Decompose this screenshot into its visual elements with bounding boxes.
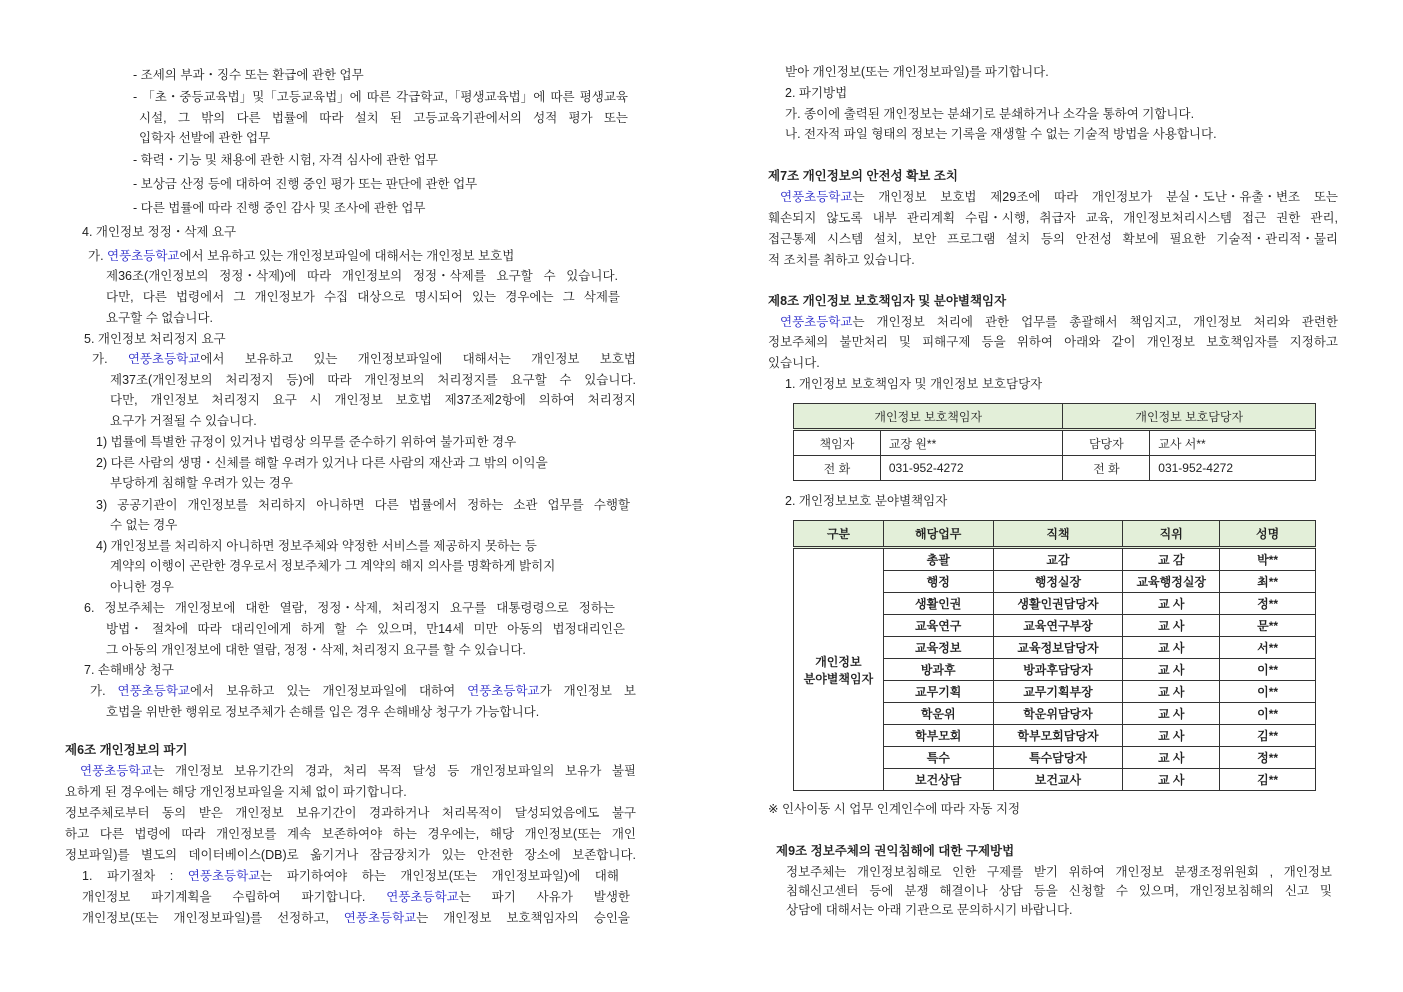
text-line	[106, 703, 539, 721]
text-segment: 1) 법률에 특별한 규정이 있거나 법령상 의무를 준수하기 위하여 불가피한 경우	[96, 435, 517, 449]
cell: 031-952-4272	[1150, 456, 1316, 481]
text-segment: 3) 공공기관이 개인정보를 처리하지 아니하면 다른 법률에서 정하는 소관 업무를 수행할	[96, 498, 630, 512]
field-officer-table	[793, 520, 1316, 791]
text-line	[110, 474, 293, 492]
text-segment: 제7조 개인정보의 안전성 확보 조치	[768, 169, 958, 183]
text-segment: 는 파기 사유가 발생한	[458, 890, 630, 904]
text-segment: 다만, 개인정보 처리정지 요구 시 개인정보 보호법 제37조제2항에 의하여 처리정지	[110, 393, 636, 407]
column-header: 직책	[993, 521, 1123, 548]
privacy-officer-table	[793, 403, 1316, 481]
text-line	[106, 620, 625, 638]
school-name: 연풍초등학교	[467, 684, 540, 698]
text-segment: 2) 다른 사람의 생명・신체를 해할 우려가 있거나 다른 사람의 재산과 그 밖의 이익을	[96, 456, 548, 470]
text-segment: 하고 다른 법령에 따라 개인정보를 계속 보존하여야 하는 경우에는, 해당 개인정보(또는 개인	[65, 827, 636, 841]
text-line	[80, 762, 636, 780]
text-segment: 제37조(개인정보의 처리정지 등)에 따라 개인정보의 처리정지를 요구할 수 있습니다.	[110, 373, 636, 387]
text-segment: 받아 개인정보(또는 개인정보파일)를 파기합니다.	[785, 65, 1049, 79]
text-segment: 그 아동의 개인정보에 대한 열람, 정정・삭제, 처리정지 요구를 할 수 있습니다.	[106, 643, 526, 657]
text-segment: 1. 개인정보 보호책임자 및 개인정보 보호담당자	[785, 377, 1043, 391]
cell: 이**	[1220, 659, 1316, 681]
column-header: 구분	[794, 521, 884, 548]
text-line	[139, 129, 270, 147]
cell: 교육정보담당자	[993, 637, 1123, 659]
text-segment: 수 없는 경우	[110, 518, 178, 532]
section-heading	[768, 167, 958, 185]
cell: 학부모회담당자	[993, 725, 1123, 747]
text-segment: 개인정보(또는 개인정보파일)를 선정하고,	[82, 911, 344, 925]
cell: 교무기획부장	[993, 681, 1123, 703]
text-line	[133, 66, 364, 84]
table-row	[794, 456, 1316, 481]
text-line	[785, 84, 847, 102]
cell: 정**	[1220, 593, 1316, 615]
text-line	[785, 375, 1042, 393]
cell: 총괄	[883, 548, 993, 571]
school-name: 연풍초등학교	[117, 684, 190, 698]
text-segment: 2. 파기방법	[785, 86, 848, 100]
cell: 교 사	[1123, 615, 1220, 637]
text-line	[785, 63, 1049, 81]
cell: 행정실장	[993, 571, 1123, 593]
section-heading	[65, 741, 188, 759]
text-line	[110, 578, 174, 596]
text-segment: 훼손되지 않도록 내부 관리계획 수립・시행, 취급자 교육, 개인정보처리시스템 접근 권한 관리,	[768, 211, 1338, 225]
cell: 서**	[1220, 637, 1316, 659]
cell: 교 사	[1123, 593, 1220, 615]
text-line	[768, 251, 915, 269]
cell: 교 사	[1123, 747, 1220, 769]
text-line	[88, 247, 514, 265]
text-segment: 는 파기하여야 하는 개인정보(또는 개인정보파일)에 대해	[260, 869, 619, 883]
cell: 교사 서**	[1150, 430, 1316, 456]
cell: 방과후	[883, 659, 993, 681]
text-line	[84, 661, 174, 679]
cell: 교 사	[1123, 725, 1220, 747]
text-line	[768, 354, 820, 372]
cell: 교육정보	[883, 637, 993, 659]
text-segment: 제9조 정보주체의 권익침해에 대한 구제방법	[776, 844, 1015, 858]
text-line	[110, 557, 555, 575]
cell: 교 사	[1123, 703, 1220, 725]
cell: 학운위담당자	[993, 703, 1123, 725]
text-segment: ※ 인사이동 시 업무 인계인수에 따라 자동 지정	[768, 802, 1021, 816]
text-segment: 있습니다.	[768, 356, 820, 370]
cell: 교 사	[1123, 637, 1220, 659]
text-segment: 적 조치를 취하고 있습니다.	[768, 253, 915, 267]
school-name: 연풍초등학교	[386, 890, 459, 904]
text-line	[133, 199, 425, 217]
text-segment: 정보주체는 개인정보침해로 인한 구제를 받기 위하여 개인정보 분쟁조정위원회 , 개인정보	[786, 865, 1332, 879]
cell: 생활인권	[883, 593, 993, 615]
cell: 교육행정실장	[1123, 571, 1220, 593]
text-line	[768, 230, 1338, 248]
cell: 전 화	[1063, 456, 1150, 481]
group-label	[794, 548, 884, 791]
text-segment: 입학자 선발에 관한 업무	[139, 131, 271, 145]
cell: 교육연구	[883, 615, 993, 637]
text-segment: 제6조 개인정보의 파기	[65, 743, 188, 757]
cell: 교 사	[1123, 681, 1220, 703]
cell: 김**	[1220, 725, 1316, 747]
text-line	[106, 309, 213, 327]
text-line	[96, 454, 548, 472]
text-line	[82, 867, 619, 885]
text-segment: 는 개인정보 처리에 관한 업무를 총괄해서 책임지고, 개인정보 처리와 관련한	[852, 315, 1338, 329]
text-line	[139, 109, 628, 127]
text-line	[82, 223, 236, 241]
text-segment: - 학력・기능 및 채용에 관한 시험, 자격 심사에 관한 업무	[133, 153, 438, 167]
cell: 김**	[1220, 769, 1316, 791]
text-line	[133, 175, 477, 193]
text-line	[110, 371, 636, 389]
text-segment: 부당하게 침해할 우려가 있는 경우	[110, 476, 293, 490]
cell: 특수	[883, 747, 993, 769]
cell: 생활인권담당자	[993, 593, 1123, 615]
text-segment: 1. 파기절차 :	[82, 869, 188, 883]
text-segment: 침해신고센터 등에 분쟁 해결이나 상담 등을 신청할 수 있으며, 개인정보침해의 신고 및	[786, 884, 1332, 898]
text-line	[65, 825, 636, 843]
group-label-line: 분야별책임자	[803, 671, 874, 686]
text-line	[786, 882, 1332, 900]
text-segment: 호법을 위반한 행위로 정보주체가 손해를 입은 경우 손해배상 청구가 가능합니다.	[106, 705, 540, 719]
text-segment: 가.	[90, 684, 118, 698]
text-segment: 접근통제 시스템 설치, 보안 프로그램 설치 등의 안전성 확보에 필요한 기술적・관리적・물리	[768, 232, 1338, 246]
text-line	[90, 682, 636, 700]
text-line	[786, 863, 1332, 881]
text-segment: 상담에 대해서는 아래 기관으로 문의하시기 바랍니다.	[786, 903, 1073, 917]
text-line	[133, 88, 628, 106]
text-segment: 요구할 수 없습니다.	[106, 311, 214, 325]
text-line	[785, 125, 1217, 143]
text-segment: 에서 보유하고 있는 개인정보파일에 대해서는 개인정보 보호법	[179, 249, 515, 263]
table-row	[794, 430, 1316, 456]
text-segment: 는 개인정보 보호책임자의 승인을	[416, 911, 630, 925]
text-segment: 가. 종이에 출력된 개인정보는 분쇄기로 분쇄하거나 소각을 통하여 기합니다.	[785, 107, 1195, 121]
text-line	[65, 804, 636, 822]
school-name: 연풍초등학교	[127, 352, 201, 366]
text-segment: 요구가 거절될 수 있습니다.	[110, 414, 257, 428]
cell: 문**	[1220, 615, 1316, 637]
table-row	[794, 548, 1316, 571]
text-segment: 정보주체의 불만처리 및 피해구제 등을 위하여 아래와 같이 개인정보 보호책임자를 지정하고	[768, 335, 1338, 349]
cell: 이**	[1220, 703, 1316, 725]
cell: 교무기획	[883, 681, 993, 703]
text-segment: - 보상금 산정 등에 대하여 진행 중인 평가 또는 판단에 관한 업무	[133, 177, 478, 191]
text-segment: 가 개인정보 보	[539, 684, 636, 698]
cell: 학운위	[883, 703, 993, 725]
cell: 정**	[1220, 747, 1316, 769]
text-segment: 는 개인정보 보유기간의 경과, 처리 목적 달성 등 개인정보파일의 보유가 불필	[152, 764, 636, 778]
group-label-line: 개인정보	[815, 654, 862, 669]
text-segment: 에서 보유하고 있는 개인정보파일에 대해서는 개인정보 보호법	[200, 352, 636, 366]
text-segment: 시설, 그 밖의 다른 법률에 따라 설치 된 고등교육기관에서의 성적 평가 또는	[139, 111, 628, 125]
school-name: 연풍초등학교	[80, 764, 153, 778]
school-name: 연풍초등학교	[107, 249, 180, 263]
text-segment: 가.	[92, 352, 128, 366]
text-line	[106, 641, 526, 659]
text-segment: 제36조(개인정보의 정정・삭제)에 따라 개인정보의 정정・삭제를 요구할 수 있습니다.	[106, 269, 618, 283]
text-segment: 개인정보 파기계획을 수립하여 파기합니다.	[82, 890, 387, 904]
school-name: 연풍초등학교	[343, 911, 417, 925]
text-segment: 4) 개인정보를 처리하지 아니하면 정보주체와 약정한 서비스를 제공하지 못하는 등	[96, 539, 537, 553]
cell: 교 감	[1123, 548, 1220, 571]
header-manager: 개인정보 보호담당자	[1063, 404, 1316, 430]
text-segment: 요하게 된 경우에는 해당 개인정보파일을 지체 없이 파기합니다.	[65, 785, 407, 799]
text-line	[82, 909, 630, 927]
text-line	[96, 537, 537, 555]
text-line	[110, 516, 177, 534]
cell: 특수담당자	[993, 747, 1123, 769]
cell: 행정	[883, 571, 993, 593]
text-line	[92, 350, 636, 368]
text-segment: 다만, 다른 법령에서 그 개인정보가 수집 대상으로 명시되어 있는 경우에는 그 삭제를	[106, 290, 620, 304]
text-segment: 5. 개인정보 처리정지 요구	[84, 332, 226, 346]
text-line	[106, 288, 620, 306]
text-segment: 에서 보유하고 있는 개인정보파일에 대하여	[189, 684, 468, 698]
text-line	[786, 901, 1073, 919]
cell: 책임자	[794, 430, 881, 456]
text-line	[84, 330, 226, 348]
text-line	[780, 188, 1338, 206]
school-name: 연풍초등학교	[780, 315, 853, 329]
text-segment: 6. 정보주체는 개인정보에 대한 열람, 정정・삭제, 처리정지 요구를 대통령령으로 정하는	[84, 601, 615, 615]
text-line	[785, 105, 1194, 123]
cell: 학부모회	[883, 725, 993, 747]
cell: 교 사	[1123, 769, 1220, 791]
text-segment: - 조세의 부과・징수 또는 환급에 관한 업무	[133, 68, 364, 82]
text-segment: 방법・ 절차에 따라 대리인에게 하게 할 수 있으며, 만14세 미만 아동의 법정대리인은	[106, 622, 625, 636]
text-line	[96, 496, 630, 514]
text-line	[785, 492, 947, 510]
cell: 전 화	[794, 456, 881, 481]
cell: 031-952-4272	[880, 456, 1063, 481]
text-line	[96, 433, 516, 451]
cell: 담당자	[1063, 430, 1150, 456]
column-header: 해당업무	[883, 521, 993, 548]
header-officer: 개인정보 보호책임자	[794, 404, 1063, 430]
text-segment: 2. 개인정보보호 분야별책임자	[785, 494, 948, 508]
text-line	[110, 391, 636, 409]
cell: 박**	[1220, 548, 1316, 571]
text-segment: 계약의 이행이 곤란한 경우로서 정보주체가 그 계약의 해지 의사를 명확하게 밝히지	[110, 559, 556, 573]
cell: 교육연구부장	[993, 615, 1123, 637]
text-segment: 가.	[88, 249, 108, 263]
text-line	[65, 783, 407, 801]
text-segment: 나. 전자적 파일 형태의 정보는 기록을 재생할 수 없는 기술적 방법을 사용합니다.	[785, 127, 1217, 141]
text-line	[133, 151, 438, 169]
text-segment: 정보주체로부터 동의 받은 개인정보 보유기간이 경과하거나 처리목적이 달성되었음에도 불구	[65, 806, 636, 820]
school-name: 연풍초등학교	[187, 869, 261, 883]
section-heading	[768, 292, 1006, 310]
text-line	[768, 800, 1020, 818]
text-segment: 7. 손해배상 청구	[84, 663, 174, 677]
section-heading	[776, 842, 1014, 860]
text-segment: - 다른 법률에 따라 진행 중인 감사 및 조사에 관한 업무	[133, 201, 426, 215]
cell: 이**	[1220, 681, 1316, 703]
cell: 최**	[1220, 571, 1316, 593]
cell: 교 사	[1123, 659, 1220, 681]
text-line	[106, 267, 618, 285]
cell: 교장 원**	[880, 430, 1063, 456]
text-segment: 제8조 개인정보 보호책임자 및 분야별책임자	[768, 294, 1007, 308]
text-line	[82, 888, 630, 906]
school-name: 연풍초등학교	[780, 190, 853, 204]
column-header: 성명	[1220, 521, 1316, 548]
text-line	[65, 846, 636, 864]
cell: 보건상담	[883, 769, 993, 791]
text-line	[768, 333, 1338, 351]
column-header: 직위	[1123, 521, 1220, 548]
cell: 방과후담당자	[993, 659, 1123, 681]
cell: 보건교사	[993, 769, 1123, 791]
text-segment: 는 개인정보 보호법 제29조에 따라 개인정보가 분실・도난・유출・변조 또는	[852, 190, 1338, 204]
cell: 교감	[993, 548, 1123, 571]
text-line	[768, 209, 1338, 227]
text-segment: 정보파일)를 별도의 데이터베이스(DB)로 옮기거나 잠금장치가 있는 안전한 장소에 보존합니다.	[65, 848, 636, 862]
text-line	[110, 412, 257, 430]
text-segment: 4. 개인정보 정정・삭제 요구	[82, 225, 237, 239]
text-line	[84, 599, 615, 617]
text-line	[780, 313, 1338, 331]
text-segment: - 「초・중등교육법」및「고등교육법」에 따른 각급학교,「평생교육법」에 따른 평생교육	[133, 90, 628, 104]
text-segment: 아니한 경우	[110, 580, 174, 594]
